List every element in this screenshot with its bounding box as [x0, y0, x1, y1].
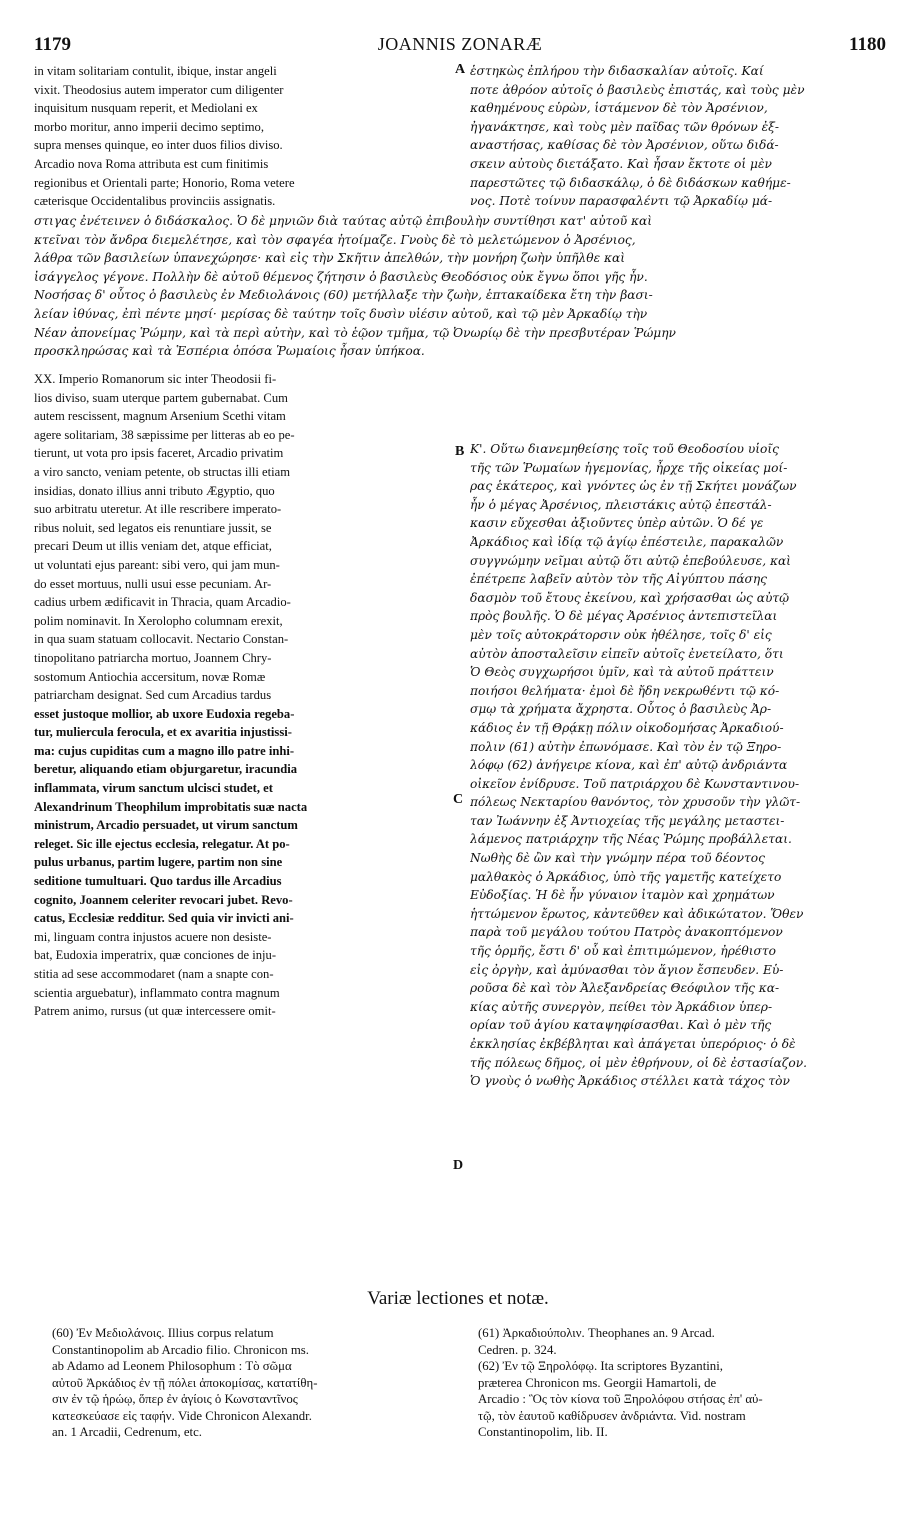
latin-line: agere solitariam, 38 sæpissime per litteras ab eo pe- [34, 427, 295, 442]
greek-line: τῆς τῶν Ῥωμαίων ἡγεμονίας, ἦρχε τῆς οἰκείας μοί- [470, 460, 788, 475]
greek-line: κτεῖναι τὸν ἄνδρα διεμελέτησε, καὶ τὸν σφαγέα ἡτοίμαζε. Γνοὺς δὲ τὸ μελετώμενον ὁ Ἀρσένιος, [34, 232, 636, 247]
greek-line: πολιν (61) αὐτὴν ἐπωνόμασε. Καὶ τὸν ἐν τῷ Ξηρο- [470, 739, 782, 754]
latin-line: tinopolitano patriarcha mortuo, Joannem Chry- [34, 650, 272, 665]
greek-line: Εὐδοξίας. Ἡ δὲ ἦν γύναιον ἰταμὸν καὶ χρημάτων [470, 888, 775, 903]
greek-line: λόφῳ (62) ἀνήγειρε κίονα, καὶ ἐπ' αὐτῷ ἀνδριάντα [470, 758, 788, 773]
latin-line: cæterisque Occidentalibus provinciis assignatis. [34, 194, 276, 209]
greek-line: στιγας ἐνέτεινεν ὁ διδάσκαλος. Ὁ δὲ μηνιῶν διὰ ταύτας αὐτῷ ἐπιβουλὴν συντίθησι κατ' αὐτοῦ καὶ [34, 214, 652, 228]
latin-line: Arcadio nova Roma attributa est cum finitimis [34, 156, 269, 171]
latin-line: cadius urbem ædificavit in Thracia, quam Arcadio- [34, 595, 291, 610]
greek-line: ἑστηκὼς ἐπλήρου τὴν διδασκαλίαν αὐτοῖς. Καί [470, 64, 764, 78]
latin-line: ma: cujus cupiditas cum a magno illo patre inhi- [34, 743, 295, 758]
greek-line: ροῦσα δὲ καὶ τὸν Ἀλεξανδρείας Θεόφιλον τῆς κα- [470, 981, 780, 996]
latin-line: cognito, Joannem celeriter revocari jubet. Revo- [34, 892, 293, 907]
latin-line: patriarcham designat. Sed cum Arcadius tardus [34, 688, 272, 703]
notes-heading: Variæ lectiones et notæ. [367, 1288, 549, 1309]
latin-line: esset justoque mollior, ab uxore Eudoxia regeba- [34, 706, 295, 721]
greek-line: λάθρα τῶν βασιλείων ὑπανεχώρησε· καὶ εἰς τὴν Σκῆτιν ἀπελθών, τὴν μονήρη ζωὴν ὑπῆλθε καὶ [34, 251, 625, 266]
latin-line: ribus noluit, sed legatos eis renuntiare jussit, se [34, 520, 272, 535]
greek-line: ἡττώμενον ἔρωτος, κἀντεῦθεν καὶ ἀδικώτατον. Ὅθεν [470, 906, 804, 921]
latin-line: inflammata, virum sanctum ulcisci studet, et [34, 781, 273, 796]
latin-line: morbo moritur, anno imperii decimo septimo, [34, 119, 264, 134]
latin-line: tierunt, ut vota pro ipsis faceret, Arcadio privatim [34, 446, 284, 461]
left-page-number: 1179 [34, 34, 71, 55]
margin-marker-d: D [453, 1158, 464, 1173]
greek-line: μαλθακὸς ὁ Ἀρκάδιος, ὑπὸ τῆς γαμετῆς κατείχετο [470, 869, 782, 884]
latin-line: tur, muliercula ferocula, et ex avaritia injustissi- [34, 725, 292, 740]
note-line: Cedren. p. 324. [478, 1342, 557, 1357]
greek-line: κίας αὐτῆς συνεργὸν, πείθει τὸν Ἀρκάδιον ὑπερ- [470, 999, 773, 1014]
greek-column-a [470, 62, 884, 211]
latin-line: precari Deum ut illis veniam det, atque efficiat, [34, 539, 272, 554]
latin-line: lios diviso, suam uterque partem gubernabat. Cum [34, 390, 288, 405]
margin-marker-b: B [455, 444, 465, 459]
right-page-number: 1180 [849, 34, 886, 55]
greek-column-b [470, 440, 884, 1091]
note-line: κατεσκεύασε εἰς ταφήν. Vide Chronicon Alexandr. [52, 1408, 312, 1423]
greek-line: νος. Ποτὲ τοίνυν παρασφαλέντι τῷ Ἀρκαδίῳ μά- [470, 194, 773, 209]
latin-line: ministrum, Arcadio persuadet, ut virum sanctum [34, 818, 298, 833]
latin-line: bat, Eudoxia imperatrix, quæ conciones de inju- [34, 948, 277, 963]
greek-line: ρας ἑκάτερος, καὶ γνόντες ὡς ἐν τῇ Σκήτει μονάζων [470, 479, 797, 494]
note-line: an. 1 Arcadii, Cedrenum, etc. [52, 1425, 202, 1439]
latin-line: do esset mortuus, nulli usui esse pecuniam. Ar- [34, 576, 272, 591]
greek-line: Ὁ γνοὺς ὁ νωθὴς Ἀρκάδιος στέλλει κατὰ τάχος τὸν [470, 1074, 790, 1089]
latin-line: a viro sancto, veniam petente, ob structas illi etiam [34, 464, 290, 479]
greek-full-width-text [34, 212, 884, 361]
note-line: Arcadio : Ὃς τὸν κίονα τοῦ Ξηρολόφου στήσας ἐπ' αὐ- [478, 1392, 763, 1406]
latin-line: Patrem animo, rursus (ut quæ intercessere omit- [34, 1004, 276, 1019]
greek-line: Ὁ Θεὸς συγχωρήσοι ὑμῖν, καὶ τὰ αὐτοῦ πράττειν [470, 665, 774, 680]
greek-line: πόλεως Νεκταρίου θανόντος, τὸν χρυσοῦν τὴν γλῶτ- [470, 795, 801, 810]
note-line: præterea Chronicon ms. Georgii Hamartoli, de [478, 1375, 717, 1390]
latin-line: insidias, donato illius anni tributo Ægyptio, quo [34, 483, 275, 498]
latin-line: ut voluntati ejus pareant: sibi vero, qui jam mun- [34, 557, 280, 572]
latin-line: stitia ad sese accommodaret (nam a snapte con- [34, 967, 274, 981]
greek-line: συγγνώμην νεῖμαι αὐτῷ ὅτι αὐτῷ ἐπεβούλευσε, καὶ [470, 553, 791, 568]
latin-line: beretur, aliquando etiam objurgaretur, iracundia [34, 762, 298, 777]
greek-line: εἰς ὀργὴν, καὶ ἀμύνασθαι τὸν ἅγιον ἔσπευδεν. Εὑ- [470, 962, 784, 977]
greek-line: καθημένους εὑρὼν, ἱστάμενον δὲ τὸν Ἀρσένιον, [470, 101, 768, 116]
note-line: Constantinopolim ab Arcadio filio. Chronicon ms. [52, 1342, 309, 1357]
greek-line: παρὰ τοῦ μεγάλου τούτου Πατρὸς ἀνακοπτόμενον [470, 925, 783, 940]
running-title: JOANNIS ZONARÆ [377, 34, 543, 54]
latin-line: Alexandrinum Theophilum improbitatis suæ nacta [34, 799, 308, 814]
greek-line: σμῳ τὰ χρήματα ἄχρηστα. Οὗτος ὁ βασιλεὺς Ἀρ- [470, 702, 772, 717]
greek-line: παρεστῶτες τῷ διδασκάλῳ, ὁ δὲ διδάσκων καθήμε- [470, 175, 791, 190]
latin-line: suo arbitratu uteretur. At ille rescribere imperato- [34, 502, 282, 517]
greek-line: Νωθὴς δὲ ὢν καὶ τὴν γνώμην πέρα τοῦ δέοντος [470, 851, 765, 866]
greek-line: μὲν τοῖς αὐτοκράτορσιν οὐκ ἠθέλησε, τοῖς δ' εἰς [470, 627, 772, 642]
greek-line: ἰσάγγελος γέγονε. Πολλὴν δὲ αὐτοῦ θέμενος ζήτησιν ὁ βασιλεὺς Θεοδόσιος οὐκ ἔγνω ὅποι γῆς ἦν. [34, 269, 648, 284]
latin-line: inquisitum nusquam reperit, et Mediolani ex [34, 101, 258, 116]
greek-line: δασμὸν τοῦ ἔτους ἐκείνου, καὶ χρήσασθαι ὡς αὐτῷ [470, 590, 790, 605]
note-line: (62) Ἐν τῷ Ξηρολόφῳ. Ita scriptores Byzantini, [478, 1359, 723, 1373]
latin-line: seditione tumultuari. Quo tardus ille Arcadius [34, 874, 282, 889]
greek-line: ἠγανάκτησε, καὶ τοὺς μὲν παῖδας τῶν θρόνων ἐξ- [470, 119, 779, 134]
greek-line: Κ'. Οὕτω διανεμηθείσης τοῖς τοῦ Θεοδοσίου υἱοῖς [470, 442, 779, 456]
latin-line: polim nominavit. In Xerolopho columnam erexit, [34, 613, 283, 628]
greek-line: σκειν αὐτοὺς διετάξατο. Καὶ ἦσαν ἔκτοτε οἱ μὲν [470, 156, 772, 171]
greek-line: ποιήσοι θελήματα· ἐμοὶ δὲ ἤδη νεκρωθέντι τῷ κό- [470, 683, 780, 698]
margin-marker-c: C [453, 792, 464, 807]
note-line: (61) Ἀρκαδιούπολιν. Theophanes an. 9 Arcad. [478, 1326, 715, 1340]
note-line: (60) Ἐν Μεδιολάνοις. Illius corpus relatum [52, 1326, 274, 1340]
latin-line: XX. Imperio Romanorum sic inter Theodosii fi- [34, 372, 277, 386]
note-line: αὐτοῦ Ἀρκάδιος ἐν τῇ πόλει ἀποκομίσας, κατατίθη- [52, 1375, 318, 1390]
margin-marker-a: A [455, 62, 466, 77]
greek-line: ποτε ἀθρόον αὐτοῖς ὁ βασιλεὺς ἐπιστάς, καὶ τοὺς μὲν [470, 82, 805, 97]
note-line: σιν ἐν τῷ ἡρώῳ, ὅπερ ἐν ἁγίοις ὁ Κωνσταντῖνος [52, 1392, 298, 1406]
greek-line: ορίαν τοῦ ἁγίου καταψηφίσασθαι. Καὶ ὁ μὲν τῆς [470, 1018, 772, 1033]
greek-line: ἐκκλησίας ἐκβέβληται καὶ ἀπάγεται ὑπερόριος· ὁ δὲ [470, 1037, 796, 1051]
latin-line: catus, Ecclesiæ redditur. Sed quia vir invicti ani- [34, 911, 294, 926]
greek-line: αὐτὸν ἀποσταλεῖσιν εἰπεῖν αὐτοῖς ἐνετείλατο, ὅτι [470, 646, 784, 661]
latin-line: supra menses quinque, eo inter duos filios diviso. [34, 138, 283, 153]
notes-right-column [478, 1325, 884, 1441]
page-header [34, 34, 886, 58]
greek-line: κασιν εὔχεσθαι ἀξιοῦντες ὑπὲρ αὐτῶν. Ὁ δέ γε [470, 516, 764, 531]
note-line: τῷ, τὸν ἑαυτοῦ καθίδρυσεν ἀνδριάντα. Vid. nostram [478, 1408, 746, 1423]
greek-line: τῆς πόλεως δῆμος, οἱ μὲν ἐθρήνουν, οἱ δὲ ἐστασίαζον. [470, 1055, 807, 1070]
greek-line: ταν Ἰωάννην ἐξ Ἀντιοχείας τῆς μεγάλης μεταστει- [470, 813, 785, 828]
latin-line: releget. Sic ille ejectus ecclesia, relegatur. At po- [34, 836, 290, 851]
greek-line: προσκληρώσας καὶ τὰ Ἑσπέρια ὁπόσα Ῥωμαίοις ἦσαν ὑπήκοα. [34, 344, 425, 359]
greek-line: οἰκεῖον ἐνίδρυσε. Τοῦ πατριάρχου δὲ Κωνσταντινου- [470, 776, 800, 791]
latin-line: vixit. Theodosius autem imperator cum diligenter [34, 82, 284, 97]
note-line: Constantinopolim, lib. II. [478, 1425, 608, 1439]
notes-left-column [52, 1325, 452, 1441]
greek-line: Νοσήσας δ' οὗτος ὁ βασιλεὺς ἐν Μεδιολάνοις (60) μετήλλαξε τὴν ζωὴν, ἑπτακαίδεκα ἔτη τὴν βασι- [34, 288, 653, 303]
greek-line: κάδιος ἐν τῇ Θρᾴκῃ πόλιν οἰκοδομήσας Ἀρκαδιού- [470, 720, 784, 735]
greek-line: αναστήσας, καθίσας δὲ τὸν Ἀρσένιον, οὕτω διδά- [470, 138, 779, 153]
latin-line: in qua suam statuam collocavit. Nectario Constan- [34, 632, 289, 647]
latin-line: in vitam solitariam contulit, ibique, instar angeli [34, 64, 277, 78]
latin-column-b [34, 370, 454, 1021]
latin-line: scientia arguebatur), inflammato contra magnum [34, 985, 280, 1000]
greek-line: Νέαν ἀπονείμας Ῥώμην, καὶ τὰ περὶ αὐτὴν, καὶ τὸ ἑῷον τμῆμα, τῷ Ὀνωρίῳ δὲ τὴν πρεσβυτέραν Ῥώμην [34, 325, 676, 340]
greek-line: ἦν ὁ μέγας Ἀρσένιος, πλειστάκις αὐτῷ ἐπεστάλ- [470, 497, 772, 512]
latin-column-a [34, 62, 454, 211]
greek-line: λάμενος πατριάρχην τῆς Νέας Ῥώμης προβάλλεται. [470, 832, 792, 847]
greek-line: Ἀρκάδιος καὶ ἰδίᾳ τῷ ἁγίῳ ἐπέστειλε, παρακαλῶν [470, 534, 784, 549]
greek-line: ἐπέτρεπε λαβεῖν αὐτὸν τὸν τῆς Αἰγύπτου πάσης [470, 572, 768, 587]
latin-line: pulus urbanus, partim lugere, partim non sine [34, 855, 283, 870]
latin-line: mi, linguam contra injustos acuere non desiste- [34, 929, 272, 944]
latin-line: regionibus et Orientali parte; Honorio, Roma vetere [34, 175, 295, 190]
latin-line: sostomum Antiochia accersitum, novæ Romæ [34, 669, 266, 684]
greek-line: τῆς ὁρμῆς, ἔστι δ' οὗ καὶ ἐπιτιμώμενον, ἠρέθιστο [470, 944, 776, 959]
latin-line: autem rescissent, magnum Arsenium Scethi vitam [34, 409, 286, 424]
greek-line: λείαν ἰθύνας, ἐπὶ πέντε μησί· μερίσας δὲ ταύτην τοῖς δυσὶν υἱέσιν αὐτοῦ, καὶ τῷ μὲν Ἀρκαδίῳ τὴν [34, 306, 648, 321]
greek-line: πρὸς βουλῆς. Ὁ δὲ μέγας Ἀρσένιος ἀντεπιστεῖλαι [470, 609, 778, 624]
note-line: ab Adamo ad Leonem Philosophum : Τὸ σῶμα [52, 1359, 292, 1373]
